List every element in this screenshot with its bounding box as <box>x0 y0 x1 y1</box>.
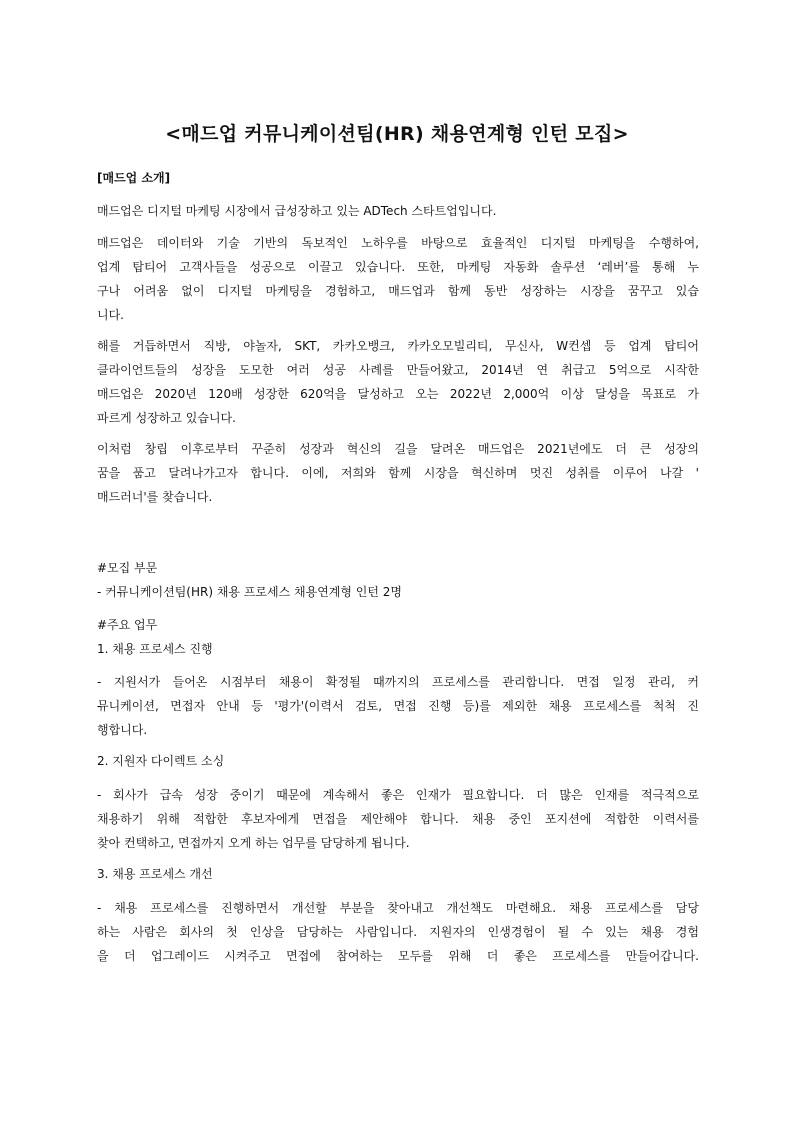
duty-1-line: 행합니다. <box>97 723 148 737</box>
about-paragraph-4 <box>97 437 699 509</box>
about-p2-line: 니다. <box>97 308 124 322</box>
about-paragraph-2 <box>97 231 699 327</box>
about-p4-line: 꿈을 품고 달려나가고자 합니다. 이에, 저희와 함께 시장을 혁신하며 멋진 성취를 이루어 나갈 ' <box>97 466 699 480</box>
recruit-item: - 커뮤니케이션팀(HR) 채용 프로세스 채용연계형 인턴 2명 <box>97 585 403 599</box>
document-title: <매드업 커뮤니케이션팀(HR) 채용연계형 인턴 모집> <box>165 123 629 145</box>
about-p2-line: 매드업은 데이터와 기술 기반의 독보적인 노하우를 바탕으로 효율적인 디지털 마케팅을 수행하여, <box>97 236 699 250</box>
duty-2-line: 채용하기 위해 적합한 후보자에게 면접을 제안해야 합니다. 채용 중인 포지션에 적합한 이력서를 <box>97 812 699 826</box>
duty-3-text <box>97 896 699 968</box>
duty-2-title: 2. 지원자 다이렉트 소싱 <box>97 754 225 768</box>
about-p1-text: 매드업은 디지털 마케팅 시장에서 급성장하고 있는 ADTech 스타트업입니다. <box>97 204 497 218</box>
duties-section-header <box>97 613 699 661</box>
about-p4-line: 매드러너'를 찾습니다. <box>97 490 213 504</box>
about-heading-text: [매드업 소개] <box>97 171 171 185</box>
duty-1-line: - 지원서가 들어온 시점부터 채용이 확정될 때까지의 프로세스를 관리합니다. 면접 일정 관리, 커 <box>97 675 699 689</box>
duty-3-line: - 채용 프로세스를 진행하면서 개선할 부분을 찾아내고 개선책도 마련해요. 채용 프로세스를 담당 <box>97 901 699 915</box>
duty-2-text <box>97 783 699 855</box>
duty-2-line: - 회사가 급속 성장 중이기 때문에 계속해서 좋은 인재가 필요합니다. 더 많은 인재를 적극적으로 <box>97 788 699 802</box>
about-paragraph-1 <box>97 199 699 223</box>
about-p3-line: 파르게 성장하고 있습니다. <box>97 411 236 425</box>
about-p3-line: 클라이언트들의 성장을 도모한 여러 성공 사례를 만들어왔고, 2014년 연 취급고 5억으로 시작한 <box>97 363 699 377</box>
duty-1-line: 뮤니케이션, 면접자 안내 등 '평가'(이력서 검토, 면접 진행 등)를 제외한 채용 프로세스를 척척 진 <box>97 699 699 713</box>
duty-2-line: 찾아 컨택하고, 면접까지 오게 하는 업무를 담당하게 됩니다. <box>97 836 410 850</box>
recruit-heading: #모집 부문 <box>97 561 158 575</box>
about-paragraph-3 <box>97 334 699 430</box>
duty-3-title-block <box>97 862 699 886</box>
duty-1-text <box>97 670 699 742</box>
about-heading <box>97 166 699 190</box>
about-p2-line: 구나 어려움 없이 디지털 마케팅을 경험하고, 매드업과 함께 동반 성장하는 시장을 꿈꾸고 있습 <box>97 284 699 298</box>
about-p3-line: 해를 거듭하면서 직방, 야놀자, SKT, 카카오뱅크, 카카오모빌리티, 무신사, W컨셉 등 업계 탑티어 <box>97 339 699 353</box>
duty-1-title: 1. 채용 프로세스 진행 <box>97 642 213 656</box>
duty-3-title: 3. 채용 프로세스 개선 <box>97 867 213 881</box>
recruit-section <box>97 556 699 604</box>
duty-3-line: 하는 사람은 회사의 첫 인상을 담당하는 사람입니다. 지원자의 인생경험이 될 수 있는 채용 경험 <box>97 925 699 939</box>
about-p4-line: 이처럼 창립 이후로부터 꾸준히 성장과 혁신의 길을 달려온 매드업은 2021년에도 더 큰 성장의 <box>97 442 699 456</box>
about-p3-line: 매드업은 2020년 120배 성장한 620억을 달성하고 오는 2022년 2,000억 이상 달성을 목표로 가 <box>97 387 699 401</box>
duty-2-title-block <box>97 749 699 773</box>
duties-heading: #주요 업무 <box>97 618 158 632</box>
about-p2-line: 업계 탑티어 고객사들을 성공으로 이끌고 있습니다. 또한, 마케팅 자동화 솔루션 ‘레버’를 통해 누 <box>97 260 699 274</box>
duty-3-line: 을 더 업그레이드 시켜주고 면접에 참여하는 모두를 위해 더 좋은 프로세스를 만들어갑니다. <box>97 949 699 963</box>
